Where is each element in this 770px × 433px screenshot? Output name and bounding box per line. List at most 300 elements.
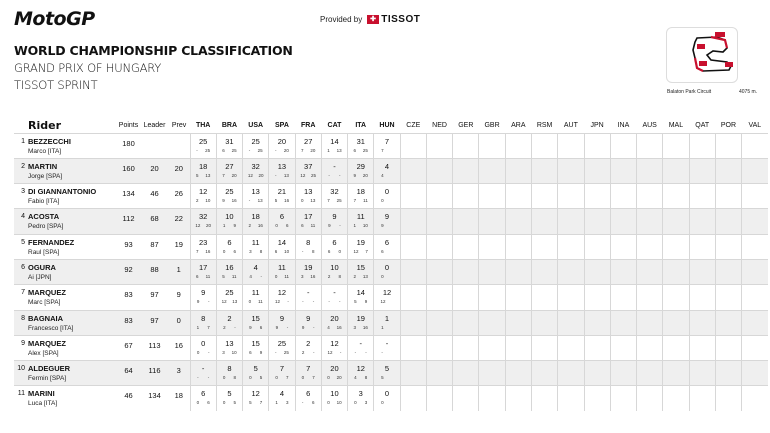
race-result-cell	[190, 386, 216, 411]
race-points-breakdown	[217, 222, 242, 228]
race-points: 20	[205, 223, 211, 229]
sprint-points: 12	[300, 172, 306, 178]
race-points: 11	[205, 273, 211, 279]
table-row	[14, 386, 768, 411]
race-result-cell	[374, 209, 400, 234]
race-result-cell	[216, 158, 242, 183]
race-result-cell	[531, 361, 557, 386]
race-result-cell	[610, 285, 636, 310]
provided-by-label: Provided by	[320, 15, 363, 24]
race-total-points: 25	[225, 288, 234, 298]
race-points-breakdown	[322, 197, 347, 203]
race-result-cell	[453, 133, 479, 158]
race-result-cell	[531, 386, 557, 411]
sprint-points: 12	[353, 248, 359, 254]
race-points: 10	[284, 248, 290, 254]
race-points-breakdown	[296, 399, 321, 405]
race-points-breakdown	[243, 399, 268, 405]
sprint-points: 6	[353, 147, 357, 153]
race-result-cell	[243, 386, 269, 411]
race-points-breakdown	[269, 147, 294, 153]
race-result-cell	[637, 386, 663, 411]
race-result-cell	[190, 158, 216, 183]
sprint-points: 9	[381, 223, 384, 229]
classification-table	[14, 118, 768, 411]
race-result-cell	[426, 310, 452, 335]
race-result-cell	[715, 310, 741, 335]
race-points-breakdown	[243, 172, 268, 178]
rider-first-name: Ai [JPN]	[28, 273, 52, 281]
race-result-cell	[584, 361, 610, 386]
race-result-cell	[742, 386, 768, 411]
sprint-points: 2	[195, 198, 199, 204]
race-result-cell	[216, 361, 242, 386]
race-result-cell	[637, 133, 663, 158]
race-result-cell	[637, 285, 663, 310]
rider-gap-leader: 113	[141, 335, 168, 360]
race-total-points: 10	[330, 262, 339, 272]
race-total-points: 1	[384, 313, 390, 323]
race-result-cell	[400, 234, 426, 259]
rider-gap-prev: 18	[168, 386, 190, 411]
race-total-points: 12	[382, 288, 392, 298]
race-result-cell	[742, 184, 768, 209]
rider-first-name: Jorge [SPA]	[28, 172, 63, 180]
race-result-cell	[426, 133, 452, 158]
sponsor-credit	[320, 14, 420, 25]
race-column-header-rsm: RSM	[536, 121, 553, 129]
sprint-points: 12	[195, 223, 201, 229]
race-result-cell	[426, 184, 452, 209]
sprint-points: 9	[328, 223, 331, 229]
race-points-breakdown	[217, 374, 242, 380]
race-points-breakdown	[269, 222, 294, 228]
race-result-cell	[348, 285, 374, 310]
prev-column-header: Prev	[171, 121, 187, 129]
race-result-cell	[505, 184, 531, 209]
sprint-points: 5	[381, 375, 384, 381]
race-result-cell	[190, 310, 216, 335]
race-result-cell	[479, 386, 505, 411]
race-points: 13	[336, 147, 342, 153]
race-points-breakdown	[269, 324, 294, 330]
race-result-cell	[400, 386, 426, 411]
race-result-cell	[610, 209, 636, 234]
rider-gap-prev: 1	[168, 259, 190, 284]
race-total-points: 8	[227, 364, 232, 374]
race-result-cell	[453, 310, 479, 335]
sprint-points: -	[328, 172, 330, 178]
race-points: -	[207, 299, 210, 305]
race-result-cell	[742, 259, 768, 284]
race-result-cell	[610, 310, 636, 335]
race-result-cell	[689, 209, 715, 234]
race-result-cell	[374, 234, 400, 259]
race-points: 13	[232, 299, 238, 305]
race-result-cell	[479, 285, 505, 310]
table-row	[14, 133, 768, 158]
race-result-cell	[400, 285, 426, 310]
race-result-cell	[584, 158, 610, 183]
race-total-points: 31	[225, 136, 234, 146]
race-total-points: 0	[384, 262, 390, 272]
rider-first-name: Pedro [SPA]	[28, 223, 64, 231]
rider-gap-prev: 22	[168, 209, 190, 234]
race-points-breakdown	[243, 349, 268, 355]
race-result-cell	[243, 234, 269, 259]
sprint-points: 1	[275, 400, 278, 406]
rider-cell	[14, 184, 116, 209]
sprint-points: 12	[247, 172, 253, 178]
sprint-points: 0	[381, 400, 384, 406]
race-total-points: -	[201, 364, 205, 374]
race-result-cell	[479, 133, 505, 158]
sprint-points: 0	[381, 273, 384, 279]
rider-gap-leader: 97	[141, 310, 168, 335]
race-points-breakdown	[296, 324, 321, 330]
race-points-breakdown	[322, 147, 347, 153]
race-points-breakdown	[322, 374, 347, 380]
race-total-points: 4	[279, 389, 285, 399]
race-total-points: 17	[304, 212, 313, 222]
race-result-cell	[269, 133, 295, 158]
event-name: GRAND PRIX OF HUNGARY	[14, 61, 162, 75]
table-row	[14, 234, 768, 259]
race-points-breakdown	[374, 222, 399, 228]
race-points: 9	[364, 299, 368, 305]
race-result-cell	[453, 285, 479, 310]
race-points-breakdown	[348, 399, 373, 405]
rider-position: 10	[17, 365, 25, 373]
race-column-header-hun: HUN	[379, 121, 395, 129]
rider-gap-leader: 134	[141, 386, 168, 411]
race-result-cell	[400, 184, 426, 209]
race-result-cell	[269, 158, 295, 183]
sprint-points: 9	[196, 299, 200, 305]
rider-cell	[14, 234, 116, 259]
race-column-header-aut: AUT	[563, 121, 578, 129]
race-points: -	[260, 273, 262, 279]
race-points-breakdown	[296, 273, 321, 279]
race-points-breakdown	[348, 298, 373, 304]
race-result-cell	[295, 361, 321, 386]
sprint-points: 5	[249, 400, 252, 406]
race-result-cell	[321, 184, 347, 209]
race-result-cell	[190, 285, 216, 310]
table-row	[14, 335, 768, 360]
race-result-cell	[663, 335, 689, 360]
race-result-cell	[348, 335, 374, 360]
rider-points: 83	[116, 310, 141, 335]
tissot-logo	[367, 14, 420, 25]
race-total-points: -	[333, 288, 336, 298]
race-result-cell	[663, 285, 689, 310]
race-result-cell	[505, 285, 531, 310]
race-points-breakdown	[243, 147, 268, 153]
sprint-points: 9	[222, 198, 225, 204]
rider-gap-prev: 20	[168, 158, 190, 183]
race-total-points: 6	[384, 237, 390, 247]
sprint-points: -	[275, 349, 277, 355]
race-result-cell	[269, 259, 295, 284]
sprint-points: 0	[275, 375, 278, 381]
race-total-points: 6	[279, 212, 285, 222]
sprint-points: 0	[248, 299, 252, 305]
race-points-breakdown	[217, 399, 242, 405]
race-result-cell	[426, 209, 452, 234]
race-result-cell	[715, 335, 741, 360]
race-points: 5	[233, 400, 236, 406]
race-total-points: 20	[277, 136, 287, 146]
race-result-cell	[610, 386, 636, 411]
race-total-points: 14	[330, 136, 339, 146]
sprint-points: 6	[274, 248, 278, 254]
race-result-cell	[610, 361, 636, 386]
sprint-points: 3	[301, 273, 304, 279]
race-total-points: 5	[253, 364, 258, 374]
race-points: 16	[284, 198, 290, 204]
race-result-cell	[269, 209, 295, 234]
race-result-cell	[243, 133, 269, 158]
race-result-cell	[689, 133, 715, 158]
race-points: 25	[362, 147, 368, 153]
race-result-cell	[479, 361, 505, 386]
race-result-cell	[742, 361, 768, 386]
race-points-breakdown	[322, 324, 347, 330]
race-result-cell	[531, 158, 557, 183]
sprint-points: 6	[381, 248, 384, 254]
race-total-points: 8	[201, 313, 206, 323]
race-result-cell	[321, 285, 347, 310]
race-total-points: 0	[384, 187, 390, 197]
sprint-points: 12	[221, 299, 227, 305]
race-points-breakdown	[348, 374, 373, 380]
race-points-breakdown	[269, 349, 294, 355]
sprint-points: 12	[327, 349, 333, 355]
race-total-points: 27	[304, 136, 313, 146]
race-result-cell	[558, 386, 584, 411]
race-total-points: 3	[358, 389, 363, 399]
rider-gap-prev: 0	[168, 310, 190, 335]
sprint-points: 0	[196, 400, 200, 406]
race-points-breakdown	[296, 374, 321, 380]
rider-cell	[14, 386, 116, 411]
tissot-text: TISSOT	[381, 14, 421, 25]
race-points-breakdown	[374, 197, 399, 203]
race-result-cell	[584, 184, 610, 209]
sprint-points: 0	[327, 375, 330, 381]
race-total-points: 10	[330, 389, 339, 399]
rider-gap-leader: 46	[141, 184, 168, 209]
race-total-points: 4	[253, 262, 258, 272]
race-total-points: 11	[251, 288, 260, 298]
race-points-breakdown	[348, 273, 373, 279]
race-result-cell	[610, 133, 636, 158]
race-result-cell	[637, 184, 663, 209]
race-column-header-usa: USA	[248, 121, 264, 129]
race-total-points: 19	[304, 262, 313, 272]
race-total-points: 2	[227, 313, 232, 323]
race-points: 20	[258, 172, 264, 178]
race-result-cell	[295, 285, 321, 310]
sprint-points: 2	[301, 349, 305, 355]
race-result-cell	[348, 158, 374, 183]
sprint-points: 7	[381, 147, 384, 153]
race-result-cell	[689, 234, 715, 259]
rider-cell	[14, 361, 116, 386]
race-result-cell	[715, 386, 741, 411]
rider-last-name: BEZZECCHI	[28, 136, 71, 146]
sprint-points: 5	[274, 198, 278, 204]
race-points: 7	[365, 248, 368, 254]
race-total-points: 14	[277, 237, 287, 247]
race-total-points: -	[306, 288, 310, 298]
race-result-cell	[216, 234, 242, 259]
rider-cell	[14, 335, 116, 360]
sprint-points: -	[196, 147, 198, 153]
race-result-cell	[269, 184, 295, 209]
race-result-cell	[243, 310, 269, 335]
race-result-cell	[295, 158, 321, 183]
race-total-points: 2	[306, 338, 311, 348]
race-points-breakdown	[217, 324, 242, 330]
race-column-header-val: VAL	[748, 121, 762, 129]
race-total-points: 19	[356, 237, 365, 247]
rider-points: 83	[116, 285, 141, 310]
rider-position: 5	[21, 238, 25, 246]
race-result-cell	[400, 335, 426, 360]
race-total-points: 6	[227, 237, 232, 247]
race-result-cell	[742, 234, 768, 259]
race-points-breakdown	[269, 298, 294, 304]
race-points: -	[339, 223, 341, 229]
race-column-header-jpn: JPN	[590, 121, 604, 129]
race-points: 25	[257, 147, 263, 153]
sprint-points: 0	[196, 349, 200, 355]
race-points: 13	[362, 273, 368, 279]
race-total-points: 29	[356, 161, 365, 171]
race-result-cell	[610, 158, 636, 183]
sprint-points: 7	[195, 248, 199, 254]
rider-first-name: Marco [ITA]	[28, 147, 62, 155]
race-result-cell	[558, 133, 584, 158]
race-points-breakdown	[322, 172, 347, 178]
race-points-breakdown	[243, 248, 268, 254]
race-result-cell	[295, 386, 321, 411]
rider-cell	[14, 285, 116, 310]
sprint-points: -	[197, 375, 199, 381]
race-result-cell	[663, 209, 689, 234]
race-points: -	[207, 375, 210, 381]
race-result-cell	[269, 335, 295, 360]
race-result-cell	[216, 259, 242, 284]
sprint-points: -	[328, 299, 330, 305]
race-points: -	[339, 349, 342, 355]
race-points-breakdown	[269, 399, 294, 405]
race-result-cell	[663, 234, 689, 259]
race-points-breakdown	[269, 374, 294, 380]
race-result-cell	[584, 133, 610, 158]
race-points-breakdown	[191, 374, 216, 380]
race-result-cell	[190, 335, 216, 360]
race-points: 13	[257, 198, 263, 204]
race-total-points: 6	[201, 389, 206, 399]
race-result-cell	[190, 361, 216, 386]
race-total-points: 9	[306, 313, 311, 323]
race-result-cell	[348, 209, 374, 234]
race-points: 11	[231, 273, 237, 279]
sprint-points: 0	[274, 273, 278, 279]
race-points: 3	[364, 400, 368, 406]
race-total-points: 9	[332, 212, 337, 222]
race-result-cell	[426, 259, 452, 284]
race-result-cell	[321, 259, 347, 284]
race-points-breakdown	[217, 197, 242, 203]
race-points-breakdown	[269, 172, 294, 178]
race-total-points: 31	[356, 136, 365, 146]
race-result-cell	[531, 209, 557, 234]
sprint-points: 0	[222, 248, 226, 254]
race-result-cell	[374, 386, 400, 411]
race-points: 25	[205, 147, 211, 153]
page-title: WORLD CHAMPIONSHIP CLASSIFICATION	[14, 43, 293, 58]
race-result-cell	[216, 335, 242, 360]
race-points-breakdown	[374, 248, 399, 254]
race-result-cell	[479, 209, 505, 234]
sprint-points: 0	[301, 198, 304, 204]
race-total-points: 11	[251, 237, 260, 247]
race-total-points: 7	[306, 364, 311, 374]
sprint-points: -	[354, 349, 357, 355]
race-result-cell	[400, 209, 426, 234]
race-points-breakdown	[348, 147, 373, 153]
race-points: 16	[310, 273, 316, 279]
race-result-cell	[243, 285, 269, 310]
rider-gap-prev: 9	[168, 285, 190, 310]
race-points: 10	[362, 223, 368, 229]
race-points: 20	[362, 172, 368, 178]
race-result-cell	[295, 335, 321, 360]
rider-first-name: Francesco [ITA]	[28, 324, 74, 332]
race-total-points: 9	[384, 212, 390, 222]
race-points: 7	[259, 400, 263, 406]
race-points-breakdown	[348, 324, 373, 330]
sprint-points: 1	[381, 324, 384, 330]
race-column-header-por: POR	[720, 121, 737, 129]
sprint-points: 3	[249, 248, 252, 254]
sprint-points: -	[301, 400, 304, 406]
race-result-cell	[400, 158, 426, 183]
sprint-points: 6	[196, 273, 199, 279]
race-points: 5	[259, 375, 263, 381]
race-points: 13	[310, 198, 316, 204]
race-result-cell	[663, 361, 689, 386]
points-column-header: Points	[118, 121, 139, 129]
race-result-cell	[689, 259, 715, 284]
race-result-cell	[190, 234, 216, 259]
sprint-points: 5	[222, 273, 225, 279]
race-result-cell	[243, 158, 269, 183]
race-result-cell	[321, 361, 347, 386]
race-points: 20	[283, 147, 289, 153]
rider-first-name: Marc [SPA]	[28, 299, 61, 307]
race-result-cell	[505, 133, 531, 158]
rider-gap-leader: 116	[141, 361, 168, 386]
race-result-cell	[243, 259, 269, 284]
rider-points: 64	[116, 361, 141, 386]
race-result-cell	[663, 310, 689, 335]
race-result-cell	[584, 310, 610, 335]
